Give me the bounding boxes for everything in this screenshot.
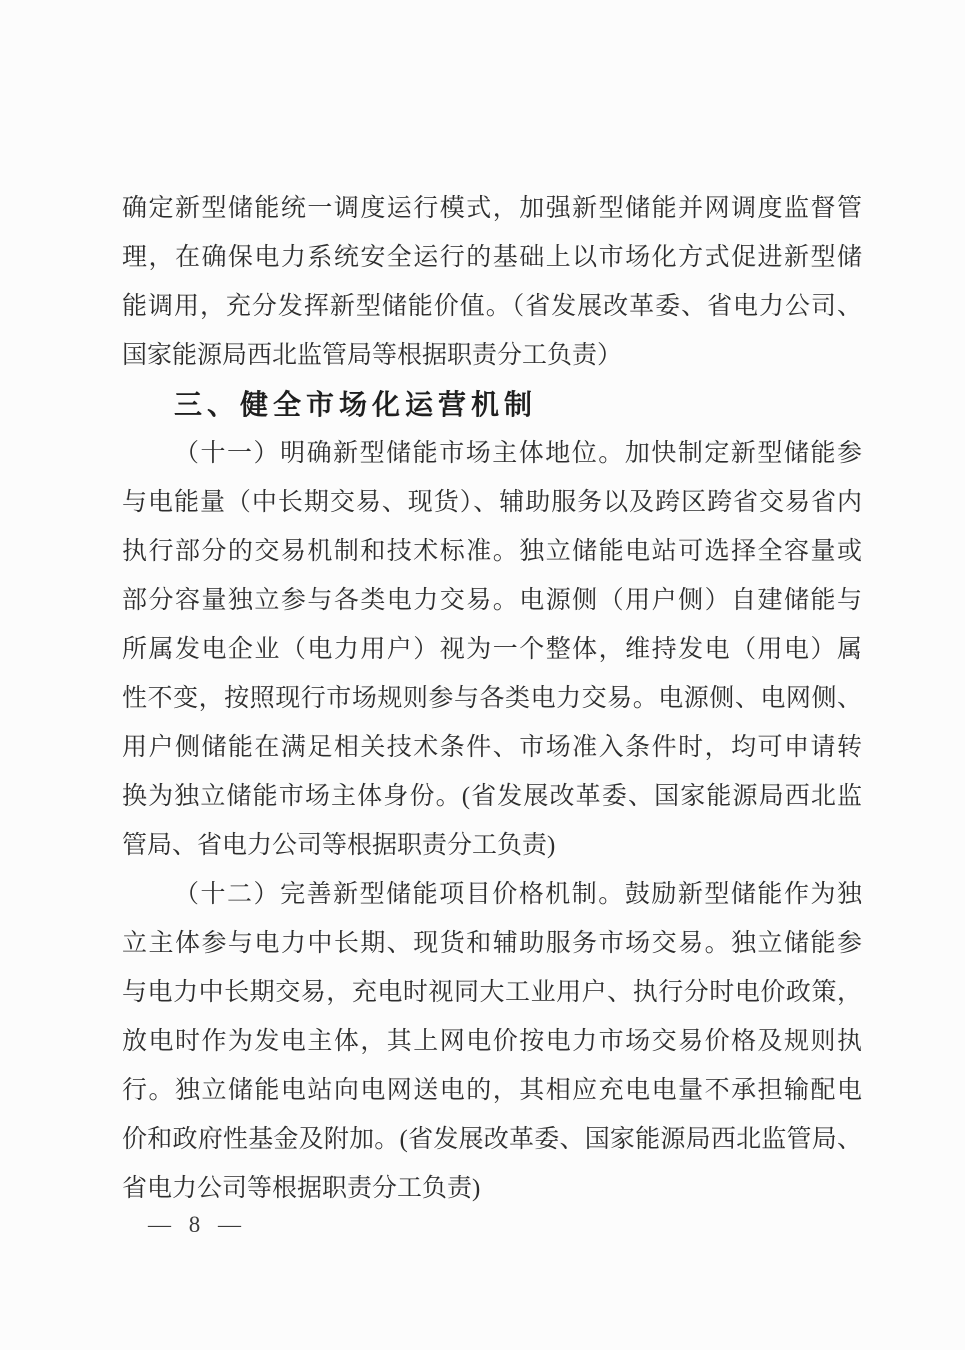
body-text-line: 执行部分的交易机制和技术标准。独立储能电站可选择全容量或: [122, 538, 862, 565]
body-text-line: 性不变，按照现行市场规则参与各类电力交易。电源侧、电网侧、: [122, 685, 862, 712]
body-text-line: 与电能量（中长期交易、现货）、辅助服务以及跨区跨省交易省内: [122, 489, 862, 516]
body-text-line: 部分容量独立参与各类电力交易。电源侧（用户侧）自建储能与: [122, 587, 862, 614]
body-text-line: 与电力中长期交易，充电时视同大工业用户、执行分时电价政策，: [122, 979, 862, 1006]
body-text-line: 换为独立储能市场主体身份。(省发展改革委、国家能源局西北监: [122, 783, 862, 810]
section-heading: 三、健全市场化运营机制: [174, 389, 538, 420]
body-text-line: 立主体参与电力中长期、现货和辅助服务市场交易。独立储能参: [122, 930, 862, 957]
page-number: — 8 —: [148, 1212, 247, 1237]
document-body: [122, 184, 862, 1213]
body-text-line: 用户侧储能在满足相关技术条件、市场准入条件时，均可申请转: [122, 734, 862, 761]
body-text-line: 放电时作为发电主体，其上网电价按电力市场交易价格及规则执: [122, 1028, 862, 1055]
body-text-line: 管局、省电力公司等根据职责分工负责): [122, 832, 556, 859]
body-text-line: 省电力公司等根据职责分工负责): [122, 1175, 481, 1202]
body-text-line: 价和政府性基金及附加。(省发展改革委、国家能源局西北监管局、: [122, 1126, 862, 1153]
body-text-line: 确定新型储能统一调度运行模式，加强新型储能并网调度监督管: [122, 195, 862, 222]
body-text-line: 理，在确保电力系统安全运行的基础上以市场化方式促进新型储: [122, 244, 862, 271]
body-text-line: （十二）完善新型储能项目价格机制。鼓励新型储能作为独: [174, 881, 862, 908]
body-text-line: （十一）明确新型储能市场主体地位。加快制定新型储能参: [174, 440, 862, 467]
body-text-line: 能调用，充分发挥新型储能价值。（省发展改革委、省电力公司、: [122, 293, 862, 320]
body-text-line: 国家能源局西北监管局等根据职责分工负责）: [122, 342, 623, 369]
body-text-line: 所属发电企业（电力用户）视为一个整体，维持发电（用电）属: [122, 636, 862, 663]
body-text-line: 行。独立储能电站向电网送电的，其相应充电电量不承担输配电: [122, 1077, 862, 1104]
